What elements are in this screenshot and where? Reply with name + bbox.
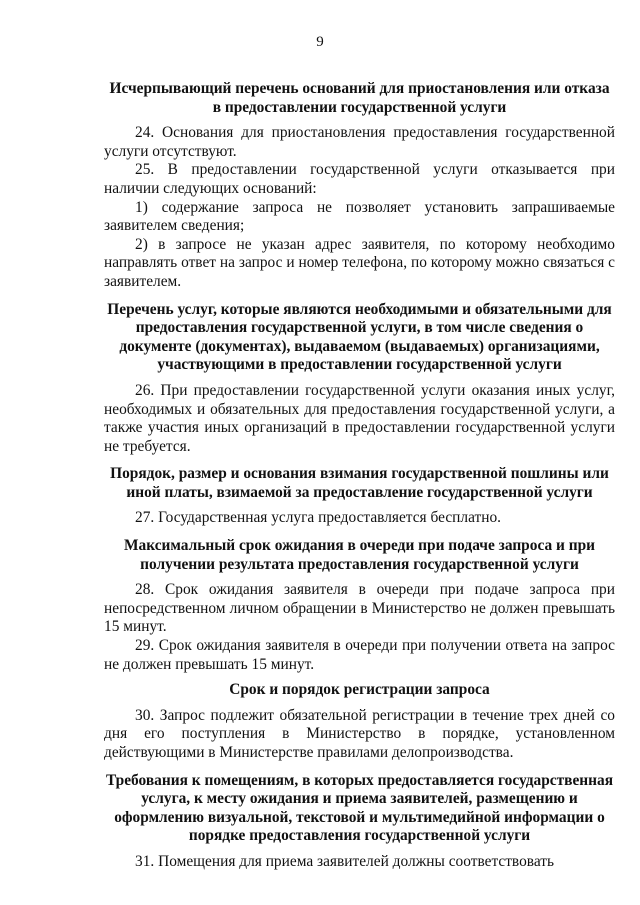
paragraph-26: 26. При предоставлении государственной услуги оказания иных услуг, необходимых и обязательных для предоставления государственной услуги, а также участия иных организаций в предоставлении государственной услуги не требуется. — [104, 381, 615, 455]
page-number: 9 — [316, 34, 324, 50]
section-heading-waiting-time: Максимальный срок ожидания в очереди при подаче запроса и при получении результата предоставления государственной услуги — [123, 537, 596, 573]
paragraph-31: 31. Помещения для приема заявителей должны соответствовать — [135, 852, 555, 870]
paragraph-29: 29. Срок ожидания заявителя в очереди при получении ответа на запрос не должен превышать 15 минут. — [104, 637, 615, 673]
paragraph-28: 28. Срок ожидания заявителя в очереди при подаче запроса при непосредственном личном обращении в Министерство не должен превышать 15 минут. — [104, 581, 615, 636]
paragraph-27: 27. Государственная услуга предоставляется бесплатно. — [135, 509, 502, 527]
paragraph-25: 25. В предоставлении государственной услуги отказывается при наличии следующих оснований: — [104, 161, 615, 197]
paragraph-30: 30. Запрос подлежит обязательной регистрации в течение трех дней со дня его поступления в Министерство в порядке, установленном действующими в Министерстве правилами делопроизводства. — [104, 706, 615, 761]
document-body — [104, 80, 615, 872]
section-heading-premises-requirements: Требования к помещениям, в которых предоставляется государственная услуга, к месту ожидания и приема заявителей, размещению и оформлению визуальной, текстовой и мультимедийной информации о порядке предоставления государственной услуги — [105, 771, 614, 845]
section-heading-state-fee: Порядок, размер и основания взимания государственной пошлины или иной платы, взимаемой за предоставление государственной услуги — [110, 465, 609, 501]
section-heading-registration: Срок и порядок регистрации запроса — [229, 681, 490, 699]
paragraph-25-item-1: 1) содержание запроса не позволяет установить запрашиваемые заявителем сведения; — [104, 198, 615, 235]
paragraph-24: 24. Основания для приостановления предоставления государственной услуги отсутствуют. — [104, 124, 615, 160]
section-heading-refusal-grounds: Исчерпывающий перечень оснований для приостановления или отказа в предоставлении государственной услуги — [109, 80, 610, 116]
section-heading-required-services: Перечень услуг, которые являются необходимыми и обязательными для предоставления государственной услуги, в том числе сведения о документе (документах), выдаваемом (выдаваемых) организациями, участвующими в предоставлении государственной услуги — [107, 300, 612, 374]
paragraph-25-item-2: 2) в запросе не указан адрес заявителя, по которому необходимо направлять ответ на запрос и номер телефона, по которому можно связаться с заявителем. — [104, 235, 615, 290]
